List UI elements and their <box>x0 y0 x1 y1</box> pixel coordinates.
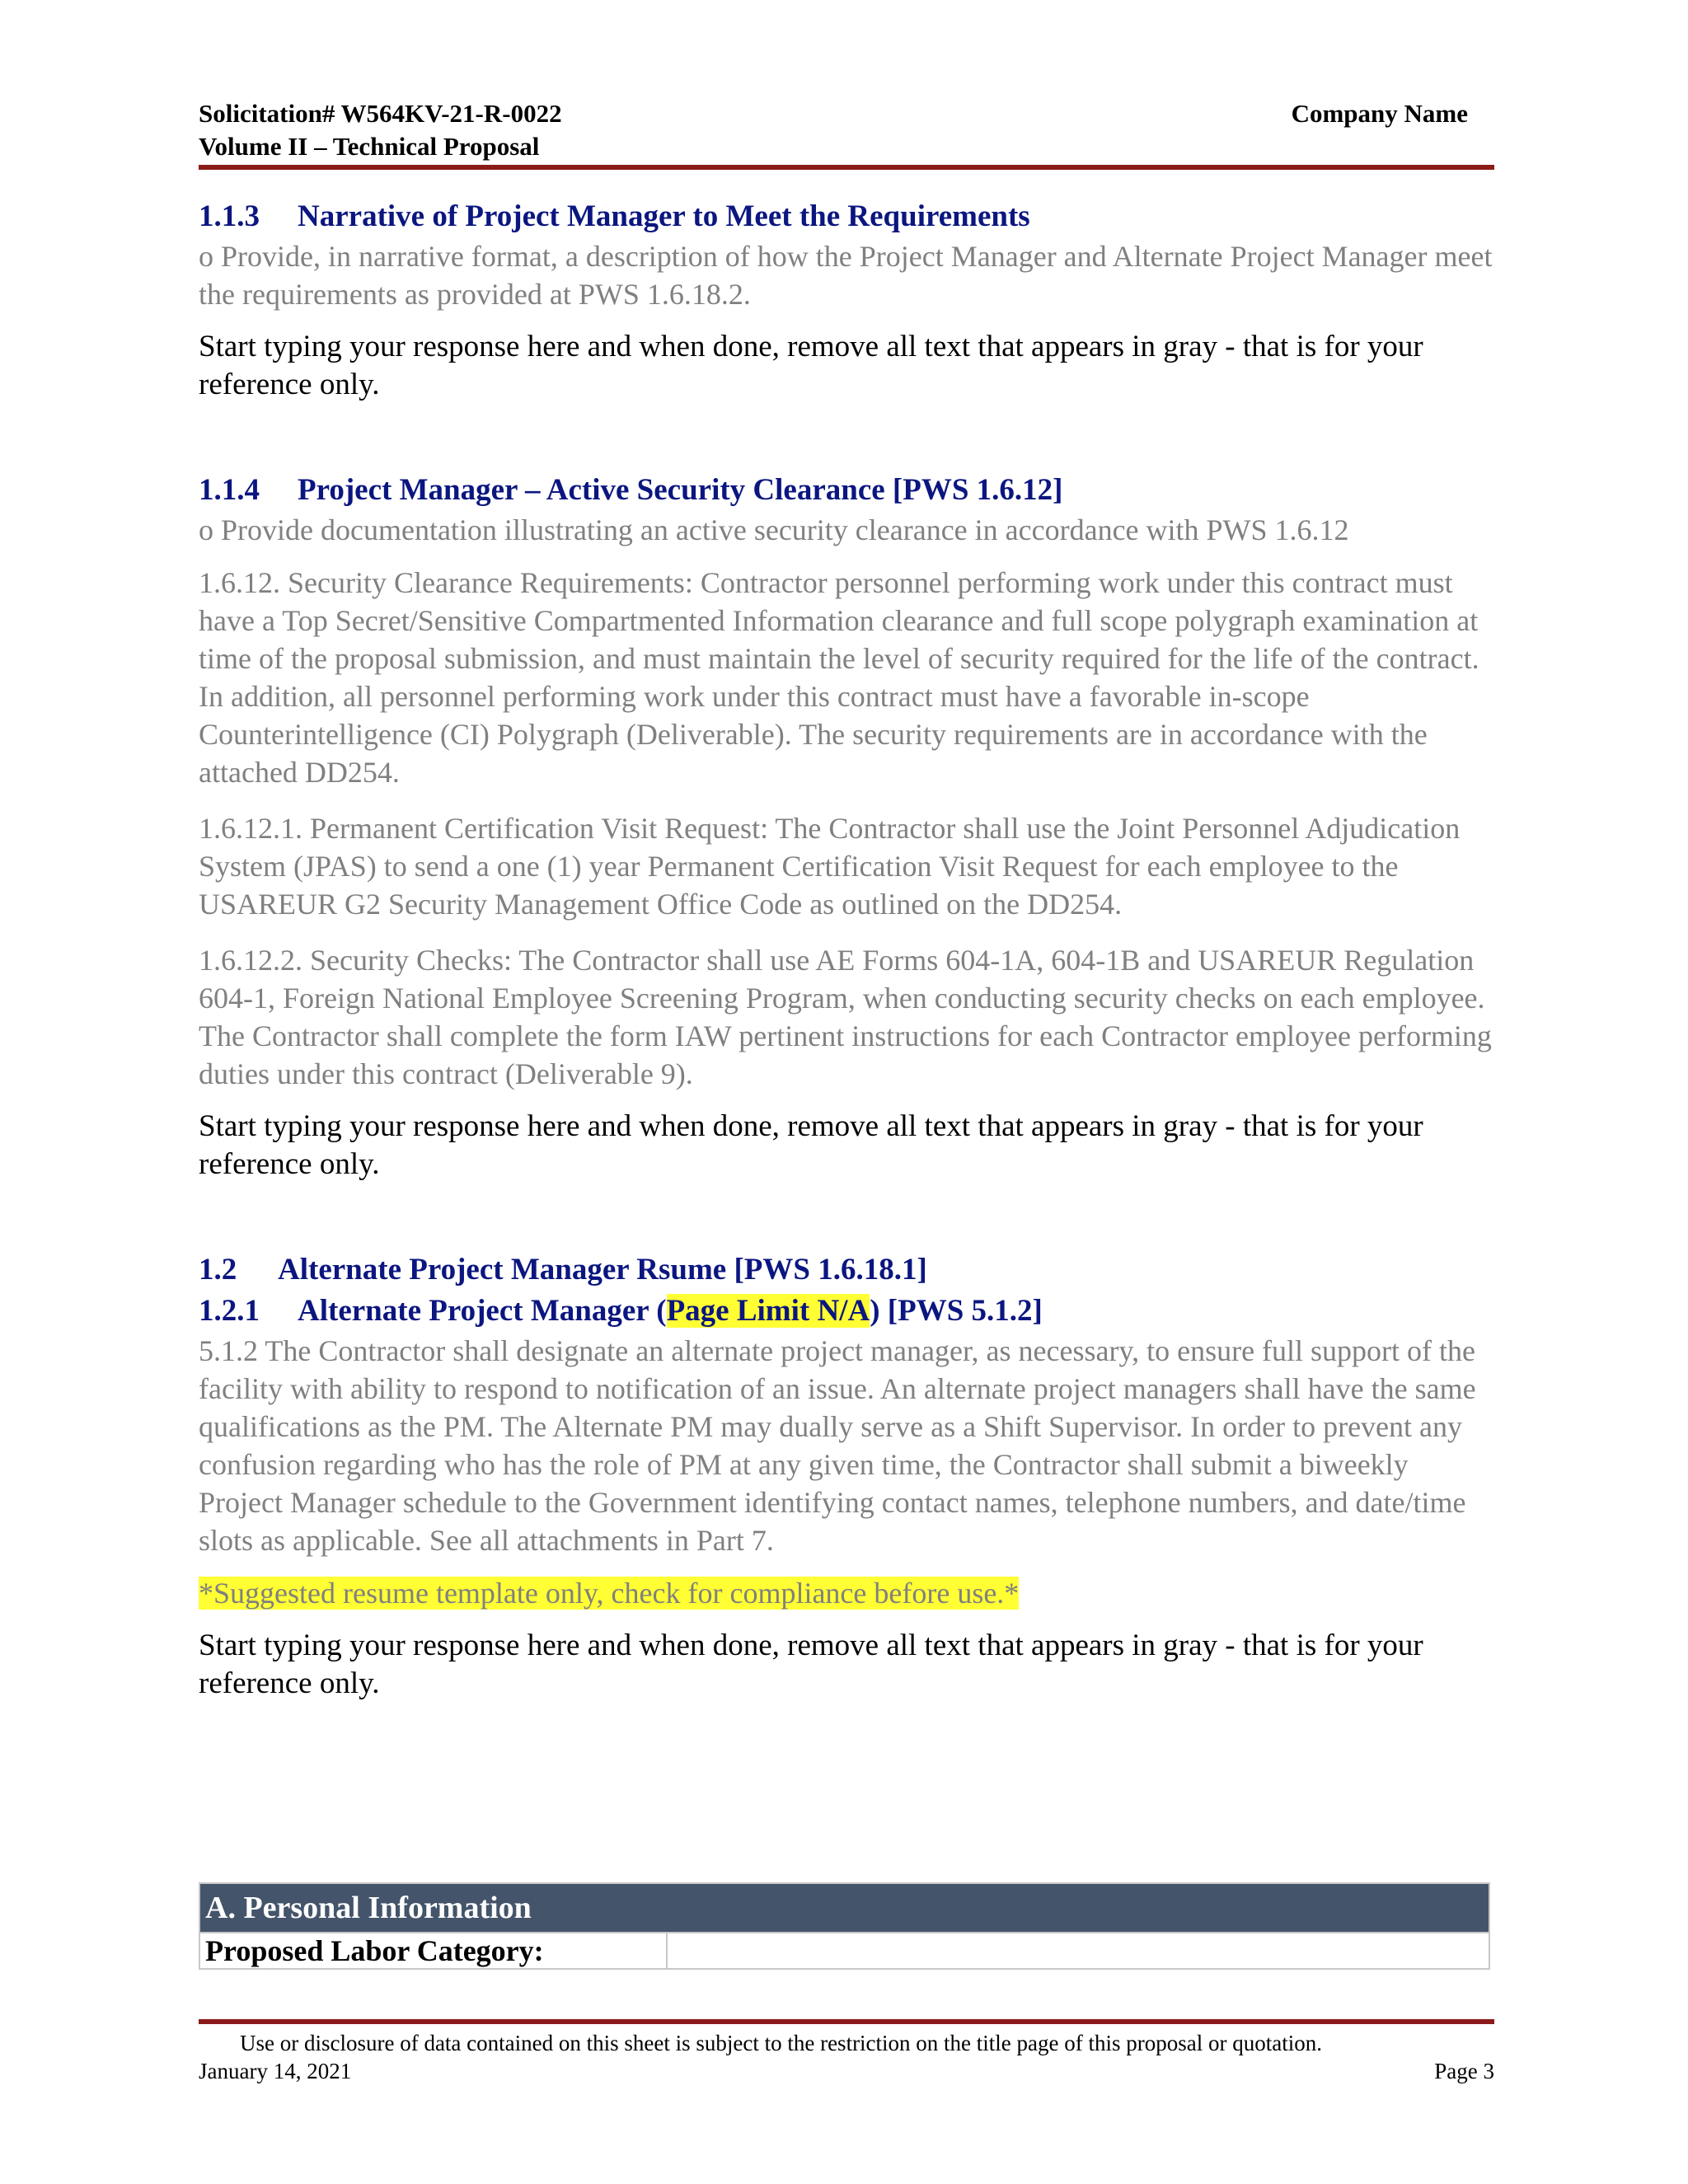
section-title: Project Manager – Active Security Clearance [PWS 1.6.12] <box>298 473 1063 507</box>
section-number: 1.1.4 <box>199 473 260 507</box>
company-name: Company Name <box>1291 99 1468 128</box>
spacer <box>199 1183 1494 1249</box>
header-rule <box>199 165 1494 170</box>
table-row <box>199 1933 1489 1969</box>
personal-information-table <box>199 1882 1490 1970</box>
labor-category-value[interactable] <box>667 1933 1489 1969</box>
document-page <box>199 0 1494 2184</box>
volume-title: Volume II – Technical Proposal <box>199 132 540 161</box>
document-body <box>199 196 1494 1703</box>
page-header-left <box>199 97 562 163</box>
section-title-end: ) [PWS 5.1.2] <box>870 1294 1043 1328</box>
reference-instruction: o Provide documentation illustrating an active security clearance in accordance with PWS 1.6.12 <box>199 513 1349 546</box>
reference-instruction: o Provide, in narrative format, a description of how the Project Manager and Alternate Project Manager meet the requirements as provided at PWS 1.6.18.2. <box>199 240 1493 311</box>
template-note <box>199 1574 1494 1612</box>
template-note-text: *Suggested resume template only, check for compliance before use.* <box>199 1577 1020 1610</box>
table-heading: A. Personal Information <box>199 1883 1489 1933</box>
section-number: 1.2 <box>199 1253 237 1286</box>
section-title-start: Alternate Project Manager ( <box>298 1294 667 1328</box>
reference-paragraph: 1.6.12.2. Security Checks: The Contractor shall use AE Forms 604-1A, 604-1B and USAREUR Regulation 604-1, Foreign National Employee Screening Program, when conducting security checks on each employee. The Contractor shall complete the form IAW pertinent instructions for each Contractor employee performing duties under this contract (Deliverable 9). <box>199 944 1492 1090</box>
section-title: Alternate Project Manager Rsume [PWS 1.6.18.1] <box>278 1253 927 1286</box>
page-limit-highlight: Page Limit N/A <box>666 1294 870 1328</box>
section-title: Narrative of Project Manager to Meet the Requirements <box>298 199 1030 233</box>
section-heading-1-1-3 <box>199 196 1494 237</box>
footer-rule <box>199 2019 1494 2024</box>
footer-notice: Use or disclosure of data contained on this sheet is subject to the restriction on the title page of this proposal or quotation. <box>240 2031 1322 2055</box>
table-header-row <box>199 1883 1489 1933</box>
response-placeholder[interactable]: Start typing your response here and when done, remove all text that appears in gray - that is for your reference only. <box>199 1629 1423 1700</box>
spacer <box>199 404 1494 470</box>
section-heading-1-1-4 <box>199 470 1494 511</box>
section-heading-1-2 <box>199 1249 1494 1291</box>
reference-paragraph: 5.1.2 The Contractor shall designate an alternate project manager, as necessary, to ensure full support of the facility with ability to respond to notification of an issue. An alternate project managers shall have the same qualifications as the PM. The Alternate PM may dually serve as a Shift Supervisor. In order to prevent any confusion regarding who has the role of PM at any given time, the Contractor shall submit a biweekly Project Manager schedule to the Government identifying contact names, telephone numbers, and date/time slots as applicable. See all attachments in Part 7. <box>199 1334 1476 1557</box>
section-number: 1.1.3 <box>199 199 260 233</box>
response-placeholder[interactable]: Start typing your response here and when done, remove all text that appears in gray - that is for your reference only. <box>199 1109 1423 1181</box>
response-placeholder[interactable]: Start typing your response here and when done, remove all text that appears in gray - that is for your reference only. <box>199 330 1423 401</box>
section-number: 1.2.1 <box>199 1294 260 1328</box>
solicitation-number: Solicitation# W564KV-21-R-0022 <box>199 99 562 128</box>
section-heading-1-2-1 <box>199 1291 1494 1332</box>
footer-date: January 14, 2021 <box>199 2059 352 2083</box>
labor-category-label: Proposed Labor Category: <box>199 1933 667 1969</box>
reference-paragraph: 1.6.12.1. Permanent Certification Visit Request: The Contractor shall use the Joint Personnel Adjudication System (JPAS) to send a one (1) year Permanent Certification Visit Request for each employee to the USAREUR G2 Security Management Office Code as outlined on the DD254. <box>199 812 1461 921</box>
page-number: Page 3 <box>1434 2059 1494 2083</box>
reference-paragraph: 1.6.12. Security Clearance Requirements: Contractor personnel performing work under this contract must have a Top Secret/Sensitive Compartmented Information clearance and full scope polygraph examination at time of the proposal submission, and must maintain the level of security required for the life of the contract. In addition, all personnel performing work under this contract must have a favorable in-scope Counterintelligence (CI) Polygraph (Deliverable). The security requirements are in accordance with the attached DD254. <box>199 566 1479 789</box>
